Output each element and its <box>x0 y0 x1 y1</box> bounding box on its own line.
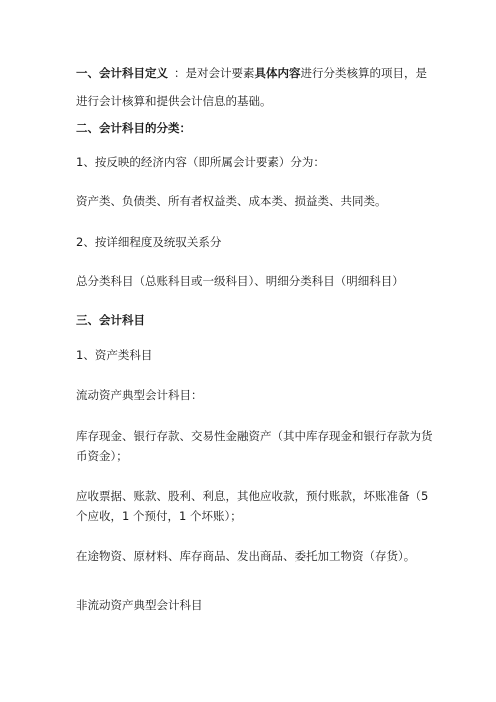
definition-line-1 <box>76 66 436 80</box>
accounts-heading: 三、会计科目 <box>76 313 145 327</box>
classification-heading: 二、会计科目的分类： <box>76 121 191 135</box>
definition-heading: 一、会计科目定义 <box>76 66 168 80</box>
current-assets-1-line-2: 币资金）； <box>76 449 128 463</box>
definition-text-rest: 进行分类核算的项目，是 <box>300 66 427 80</box>
definition-text: ：是对会计要素 <box>174 66 255 80</box>
current-assets-2-line-1: 应收票据、账款、股利、利息，其他应收款，预付账款，坏账准备（5 <box>76 489 429 503</box>
current-assets-2-line-2: 个应收，1 个预付，1 个坏账）； <box>76 509 242 523</box>
current-assets-3: 在途物资、原材料、库存商品、发出商品、委托加工物资（存货）。 <box>76 549 416 563</box>
classification-2-title: 2、按详细程度及统驭关系分 <box>76 235 222 249</box>
asset-accounts-title: 1、资产类科目 <box>76 348 153 362</box>
classification-1-items: 资产类、负债类、所有者权益类、成本类、损益类、共同类。 <box>76 194 387 208</box>
classification-1-title: 1、按反映的经济内容（即所属会计要素）分为： <box>76 155 325 169</box>
current-assets-1-line-1: 库存现金、银行存款、交易性金融资产（其中库存现金和银行存款为货 <box>76 429 433 443</box>
definition-line-2: 进行会计核算和提供会计信息的基础。 <box>76 94 272 108</box>
classification-2-items: 总分类科目（总账科目或一级科目）、明细分类科目（明细科目） <box>76 274 404 288</box>
definition-emphasis: 具体内容 <box>254 66 301 80</box>
current-assets-title: 流动资产典型会计科目： <box>76 388 203 402</box>
noncurrent-assets-title: 非流动资产典型会计科目 <box>76 598 203 612</box>
